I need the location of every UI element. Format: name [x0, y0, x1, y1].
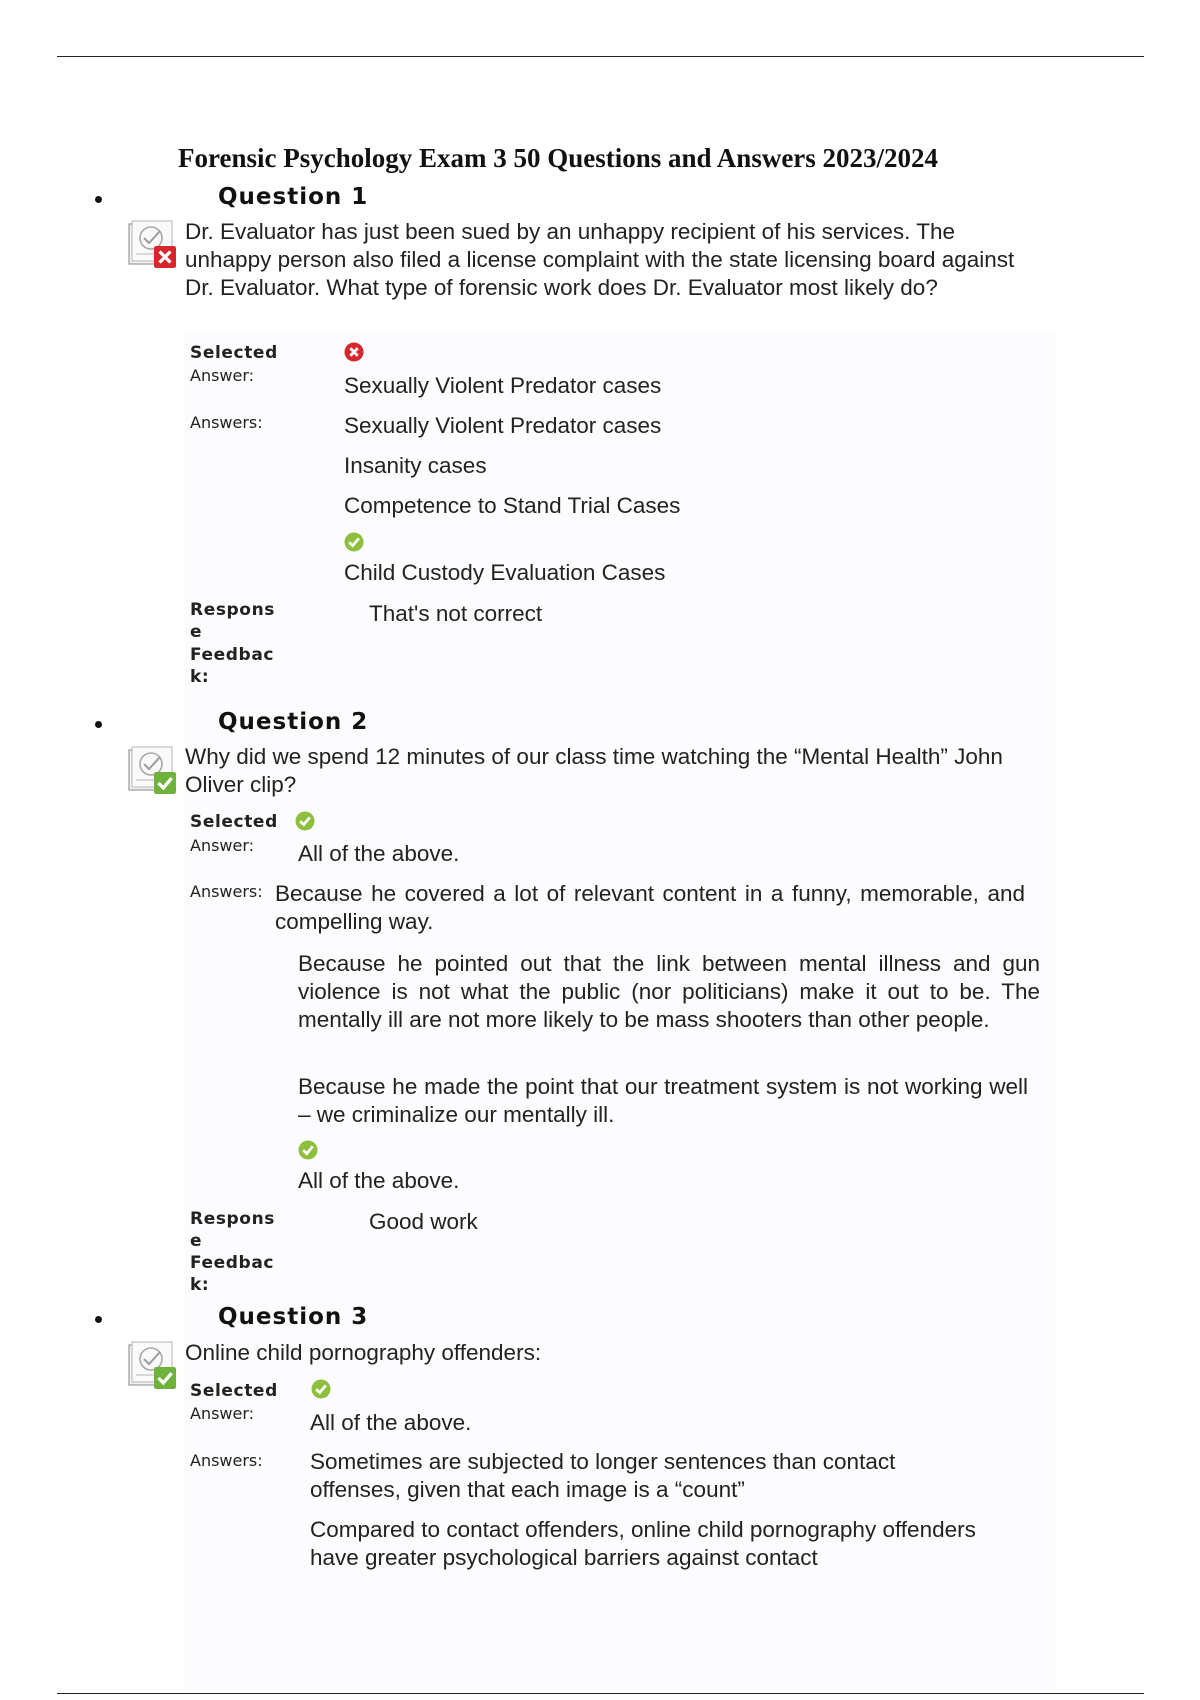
incorrect-x-icon — [344, 342, 364, 362]
answers-label-q1: Answers: — [190, 413, 263, 432]
question-3-heading: Question 3 — [218, 1304, 369, 1330]
answers-label-q2: Answers: — [190, 882, 263, 901]
answer-option-q1-1: Sexually Violent Predator cases — [344, 413, 662, 438]
answer-option-q3-2: Compared to contact offenders, online child pornography offenders have greater psychological barriers against contact — [310, 1517, 976, 1570]
answer-label-q2: Answer: — [190, 836, 255, 855]
correct-check-icon — [344, 532, 364, 552]
response-feedback-q1: That's not correct — [369, 601, 543, 626]
question-1-text: Dr. Evaluator has just been sued by an unhappy recipient of his services. The unhappy person also filed a license complaint with the state licensing board against Dr. Evaluator. What type of forensic work does Dr. Evaluator most likely do? — [185, 219, 1015, 300]
question-1-status-icon — [127, 216, 181, 270]
selected-answer-q1: Sexually Violent Predator cases — [344, 373, 662, 398]
bullet-q3 — [95, 1316, 102, 1323]
question-3-text: Online child pornography offenders: — [185, 1340, 542, 1365]
feedback-label-q2-l1: Respons — [190, 1209, 276, 1229]
correct-check-icon — [295, 811, 315, 831]
selected-label-q1: Selected — [190, 343, 278, 363]
top-rule — [57, 56, 1144, 57]
question-2-status-icon — [127, 742, 181, 796]
question-2-heading: Question 2 — [218, 709, 369, 735]
correct-check-icon — [298, 1140, 318, 1160]
answer-option-q2-4: All of the above. — [298, 1168, 460, 1193]
answer-option-q3-1: Sometimes are subjected to longer sentences than contact offenses, given that each image is a “count” — [310, 1449, 896, 1502]
selected-label-q3: Selected — [190, 1381, 278, 1401]
feedback-label-q1-l3: Feedbac — [190, 645, 275, 665]
answer-option-q1-4: Child Custody Evaluation Cases — [344, 560, 666, 585]
answer-option-q2-3: Because he made the point that our treatment system is not working well – we criminalize our mentally ill. — [298, 1074, 1028, 1127]
question-2-text: Why did we spend 12 minutes of our class time watching the “Mental Health” John Oliver clip? — [185, 744, 1003, 797]
answer-label-q3: Answer: — [190, 1404, 255, 1423]
answer-option-q2-1: Because he covered a lot of relevant content in a funny, memorable, and compelling way. — [275, 881, 1025, 934]
correct-check-icon — [311, 1379, 331, 1399]
feedback-label-q2-l4: k: — [190, 1275, 210, 1295]
feedback-label-q1-l2: e — [190, 622, 203, 642]
document-title: Forensic Psychology Exam 3 50 Questions and Answers 2023/2024 — [178, 143, 939, 173]
feedback-label-q1-l4: k: — [190, 667, 210, 687]
feedback-label-q1-l1: Respons — [190, 600, 276, 620]
answer-option-q1-3: Competence to Stand Trial Cases — [344, 493, 681, 518]
bottom-rule — [57, 1693, 1144, 1694]
selected-answer-q3: All of the above. — [310, 1410, 472, 1435]
answer-option-q2-2: Because he pointed out that the link between mental illness and gun violence is not what the public (nor politicians) make it out to be. The mentally ill are not more likely to be mass shooters than other people. — [298, 951, 1040, 1032]
selected-answer-q2: All of the above. — [298, 841, 460, 866]
selected-label-q2: Selected — [190, 812, 278, 832]
answer-label-q1: Answer: — [190, 366, 255, 385]
feedback-label-q2-l2: e — [190, 1231, 203, 1251]
response-feedback-q2: Good work — [369, 1209, 478, 1234]
question-3-status-icon — [127, 1337, 181, 1391]
feedback-label-q2-l3: Feedbac — [190, 1253, 275, 1273]
answers-label-q3: Answers: — [190, 1451, 263, 1470]
answer-option-q1-2: Insanity cases — [344, 453, 487, 478]
bullet-q2 — [95, 721, 102, 728]
bullet-q1 — [95, 196, 102, 203]
question-1-heading: Question 1 — [218, 184, 369, 210]
